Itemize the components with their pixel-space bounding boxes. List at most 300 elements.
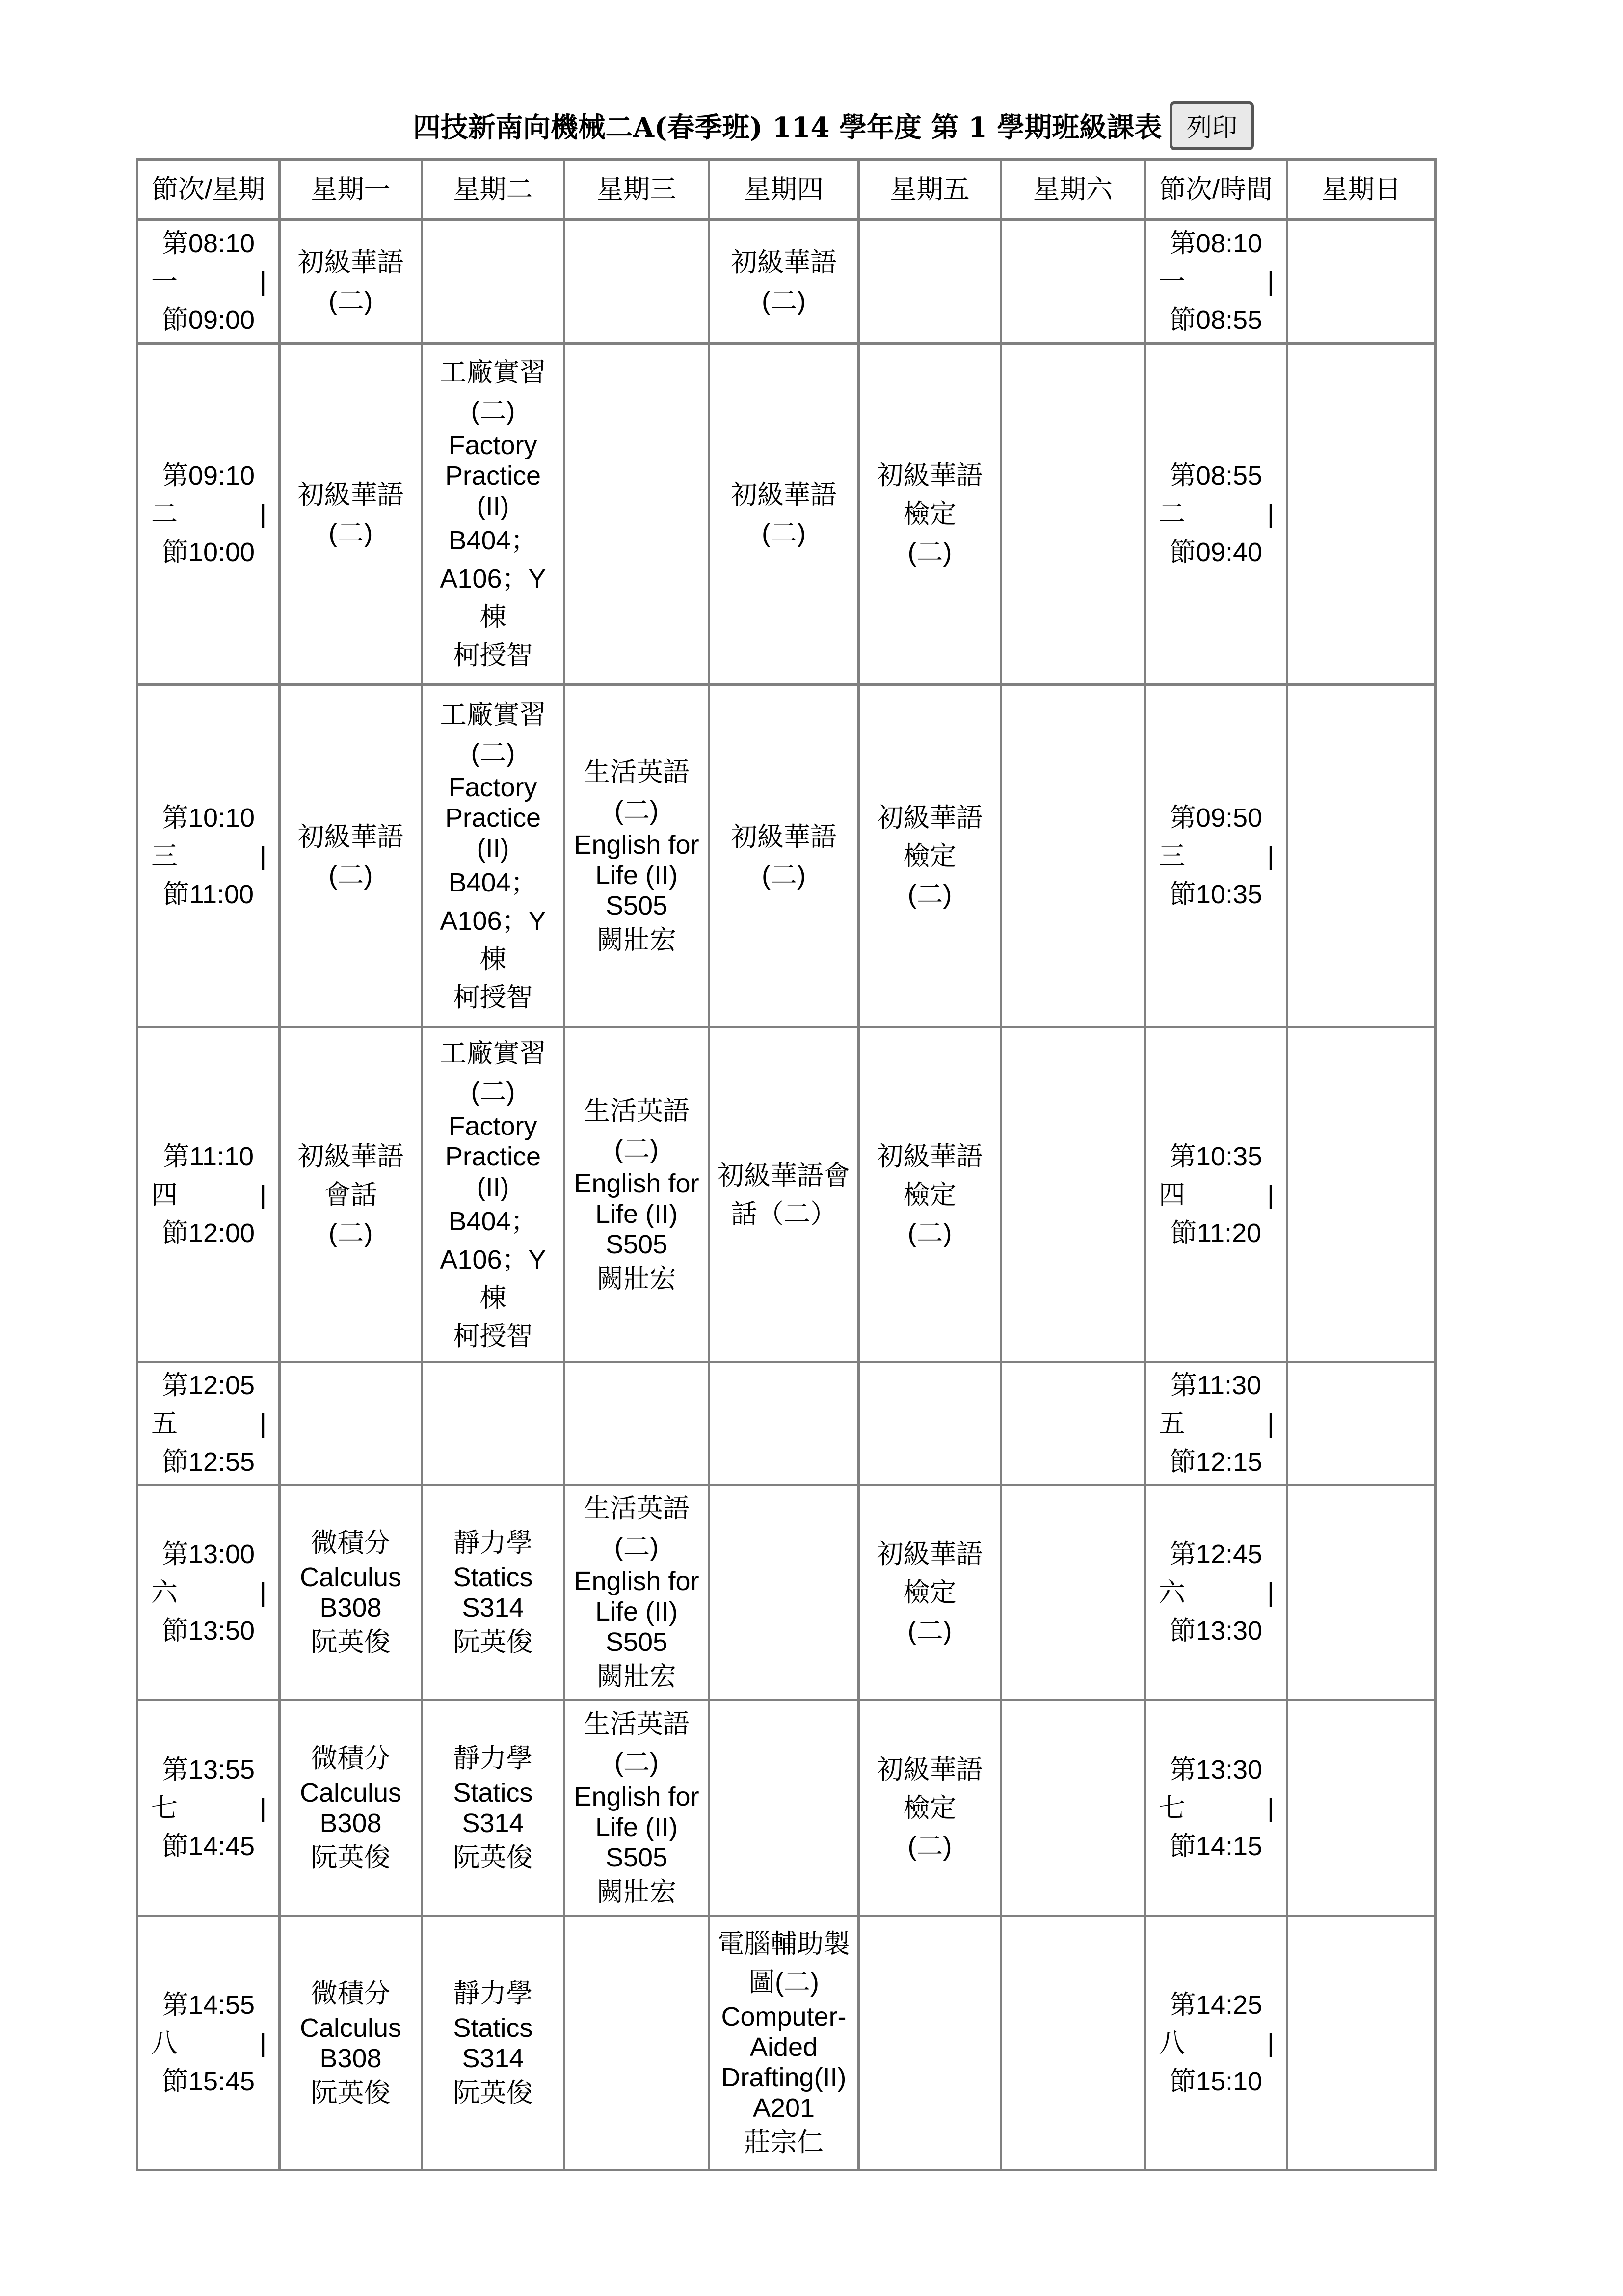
period-start-time: 第13:30 xyxy=(1169,1755,1263,1784)
empty-cell xyxy=(564,220,709,344)
course-cell xyxy=(422,1027,564,1362)
course-line: B404； xyxy=(449,526,537,555)
course-line: 圖(二) xyxy=(748,1967,819,1997)
course-cell xyxy=(564,685,709,1027)
column-header-period-time: 節次/時間 xyxy=(1145,160,1287,220)
period-end-time: 節15:45 xyxy=(161,2066,255,2096)
course-line: 莊宗仁 xyxy=(744,2127,824,2157)
course-cell xyxy=(564,1486,709,1700)
course-line: 棟 xyxy=(479,1283,506,1313)
course-cell xyxy=(709,1027,859,1362)
course-line: 闕壯宏 xyxy=(597,925,676,955)
period-number-line xyxy=(1148,1789,1284,1827)
course-line: Computer- xyxy=(721,2001,847,2031)
course-line: (二) xyxy=(614,1747,659,1777)
period-end-time: 節12:55 xyxy=(161,1447,255,1477)
course-cell xyxy=(709,344,859,685)
course-line: 初級華語 xyxy=(877,1755,983,1784)
period-separator: | xyxy=(259,499,266,529)
course-line: Calculus xyxy=(299,2013,402,2043)
course-line: Factory xyxy=(449,431,537,460)
period-separator: | xyxy=(1267,267,1274,297)
course-line: 闕壯宏 xyxy=(597,1877,676,1907)
period-start-time: 第08:10 xyxy=(1169,228,1263,258)
period-number-line xyxy=(1148,837,1284,875)
period-number-line xyxy=(1148,263,1284,301)
course-line: 檢定 xyxy=(903,1578,957,1607)
course-line: A106；Y xyxy=(440,1244,546,1274)
course-cell xyxy=(280,220,422,344)
course-line: 微積分 xyxy=(311,1743,391,1773)
period-end-time: 節10:35 xyxy=(1169,879,1263,909)
empty-cell xyxy=(1001,1362,1145,1486)
period-separator: | xyxy=(259,1578,266,1607)
period-number: 二 xyxy=(1159,499,1185,529)
period-end-time: 節12:00 xyxy=(161,1218,255,1248)
course-line: (二) xyxy=(328,286,373,316)
course-info xyxy=(425,1034,561,1355)
table-row xyxy=(137,1362,1436,1486)
period-time-cell xyxy=(1145,344,1287,685)
course-line: 會話 xyxy=(324,1180,377,1210)
column-header-friday: 星期五 xyxy=(859,160,1001,220)
period-number-line xyxy=(1148,2024,1284,2062)
course-line: 生活英語 xyxy=(584,1709,690,1739)
course-line: (二) xyxy=(328,1218,373,1248)
course-line: (II) xyxy=(477,1172,509,1202)
period-number: 七 xyxy=(151,1793,178,1823)
period-number: 三 xyxy=(151,841,178,871)
period-cell xyxy=(137,1916,280,2170)
course-line: Life (II) xyxy=(595,1812,678,1842)
course-cell xyxy=(859,1027,1001,1362)
course-info xyxy=(712,243,855,320)
course-line: (二) xyxy=(614,1134,659,1164)
course-line: (二) xyxy=(614,1532,659,1562)
course-line: 阮英俊 xyxy=(311,1627,391,1657)
course-cell xyxy=(280,1486,422,1700)
table-row xyxy=(137,685,1436,1027)
course-line: 阮英俊 xyxy=(453,1842,533,1872)
period-number-line xyxy=(1148,1405,1284,1443)
empty-cell xyxy=(1287,1362,1436,1486)
class-timetable xyxy=(136,158,1437,2171)
course-line: Drafting(II) xyxy=(721,2062,847,2092)
course-line: English for xyxy=(574,1782,699,1811)
period-cell xyxy=(137,1700,280,1916)
course-line: (II) xyxy=(477,833,509,863)
course-info xyxy=(283,1974,419,2112)
course-cell xyxy=(280,344,422,685)
course-line: 靜力學 xyxy=(453,1978,533,2008)
course-cell xyxy=(859,344,1001,685)
course-line: 阮英俊 xyxy=(311,1842,391,1872)
period-separator: | xyxy=(1267,2028,1274,2058)
course-cell xyxy=(859,685,1001,1027)
column-header-sunday: 星期日 xyxy=(1287,160,1436,220)
period-start-time: 第08:55 xyxy=(1169,461,1263,490)
period-cell xyxy=(137,344,280,685)
period-cell xyxy=(137,1362,280,1486)
course-info xyxy=(283,476,419,552)
period-start-time: 第08:10 xyxy=(161,228,255,258)
course-cell xyxy=(564,1027,709,1362)
course-line: (二) xyxy=(907,1831,952,1861)
period-time-cell xyxy=(1145,1486,1287,1700)
period-separator: | xyxy=(1267,1793,1274,1823)
course-line: Calculus xyxy=(299,1778,402,1808)
table-row xyxy=(137,1486,1436,1700)
period-number: 五 xyxy=(1159,1409,1185,1438)
course-info xyxy=(862,1751,998,1865)
course-cell xyxy=(709,1916,859,2170)
empty-cell xyxy=(1287,220,1436,344)
course-info xyxy=(567,753,706,959)
course-line: A201 xyxy=(752,2093,815,2123)
empty-cell xyxy=(709,1486,859,1700)
course-line: 工廠實習 xyxy=(440,1038,546,1068)
course-line: Statics xyxy=(453,1778,533,1808)
course-line: 初級華語 xyxy=(731,247,837,277)
period-start-time: 第09:50 xyxy=(1169,803,1263,833)
period-start-time: 第11:30 xyxy=(1170,1371,1262,1400)
column-header-period-weekday: 節次/星期 xyxy=(137,160,280,220)
course-line: 阮英俊 xyxy=(453,1627,533,1657)
course-line: 阮英俊 xyxy=(311,2078,391,2107)
course-line: S505 xyxy=(605,891,668,920)
course-info xyxy=(425,1739,561,1877)
course-info xyxy=(425,1524,561,1661)
course-line: 微積分 xyxy=(311,1978,391,2008)
course-line: Statics xyxy=(453,2013,533,2043)
period-start-time: 第14:55 xyxy=(161,1990,255,2020)
period-number: 一 xyxy=(151,267,178,297)
course-line: (二) xyxy=(907,538,952,567)
course-line: Practice xyxy=(445,461,541,490)
course-line: (二) xyxy=(328,518,373,548)
period-number: 八 xyxy=(1159,2028,1185,2058)
empty-cell xyxy=(564,1362,709,1486)
period-end-time: 節08:55 xyxy=(1169,305,1263,335)
period-time-cell xyxy=(1145,1027,1287,1362)
period-separator: | xyxy=(1267,841,1274,871)
period-start-time: 第14:25 xyxy=(1169,1990,1263,2020)
period-start-time: 第09:10 xyxy=(161,461,255,490)
course-line: 生活英語 xyxy=(584,1494,690,1523)
course-line: B404； xyxy=(449,1206,537,1236)
period-cell xyxy=(137,1027,280,1362)
period-separator: | xyxy=(1267,1578,1274,1607)
course-line: (二) xyxy=(907,1218,952,1248)
period-end-time: 節11:00 xyxy=(162,879,254,909)
course-cell xyxy=(709,685,859,1027)
period-separator: | xyxy=(259,1793,266,1823)
course-line: S505 xyxy=(605,1229,668,1259)
timetable-body xyxy=(137,220,1436,2170)
course-info xyxy=(567,1092,706,1298)
period-end-time: 節14:15 xyxy=(1169,1831,1263,1861)
period-time-cell xyxy=(1145,220,1287,344)
course-line: 棟 xyxy=(479,944,506,974)
course-line: 微積分 xyxy=(311,1528,391,1558)
period-separator: | xyxy=(259,1409,266,1438)
course-line: (二) xyxy=(471,396,515,426)
course-line: 初級華語 xyxy=(731,480,837,510)
course-line: A106；Y xyxy=(440,906,546,936)
header-row xyxy=(137,160,1436,220)
period-end-time: 節11:20 xyxy=(1170,1218,1262,1248)
empty-cell xyxy=(1001,220,1145,344)
print-button[interactable]: 列印 xyxy=(1170,101,1254,150)
course-cell xyxy=(280,1916,422,2170)
course-line: 工廠實習 xyxy=(440,358,546,387)
course-line: 電腦輔助製 xyxy=(718,1929,850,1959)
course-line: B404； xyxy=(449,867,537,897)
course-line: 初級華語 xyxy=(877,1141,983,1171)
period-end-time: 節09:00 xyxy=(161,305,255,335)
course-line: 棟 xyxy=(479,602,506,632)
course-line: S314 xyxy=(462,2043,524,2073)
course-line: 初級華語 xyxy=(877,1540,983,1569)
course-line: S505 xyxy=(605,1842,668,1872)
period-start-time: 第13:00 xyxy=(161,1540,255,1569)
period-number-line xyxy=(1148,1573,1284,1612)
course-line: 初級華語 xyxy=(297,822,404,852)
period-number-line xyxy=(140,263,276,301)
course-info xyxy=(283,1524,419,1661)
course-info xyxy=(425,696,561,1017)
empty-cell xyxy=(859,220,1001,344)
course-cell xyxy=(859,1700,1001,1916)
course-line: S314 xyxy=(462,1808,524,1838)
course-line: 生活英語 xyxy=(584,1096,690,1126)
course-line: Statics xyxy=(453,1563,533,1592)
course-info xyxy=(283,1137,419,1252)
course-line: (二) xyxy=(471,1077,515,1107)
empty-cell xyxy=(422,220,564,344)
empty-cell xyxy=(1287,1027,1436,1362)
period-separator: | xyxy=(1267,499,1274,529)
period-end-time: 節10:00 xyxy=(161,538,255,567)
course-line: Life (II) xyxy=(595,860,678,890)
course-info xyxy=(712,1925,855,2161)
course-line: 柯授智 xyxy=(453,641,533,670)
empty-cell xyxy=(1001,344,1145,685)
table-row xyxy=(137,1916,1436,2170)
period-separator: | xyxy=(1267,1409,1274,1438)
period-end-time: 節14:45 xyxy=(161,1831,255,1861)
course-line: Life (II) xyxy=(595,1199,678,1229)
period-number: 三 xyxy=(1159,841,1185,871)
empty-cell xyxy=(422,1362,564,1486)
course-line: 初級華語 xyxy=(877,803,983,833)
course-line: Practice xyxy=(445,803,541,833)
empty-cell xyxy=(1001,1486,1145,1700)
column-header-monday: 星期一 xyxy=(280,160,422,220)
empty-cell xyxy=(1001,1916,1145,2170)
course-line: 靜力學 xyxy=(453,1528,533,1558)
course-info xyxy=(283,818,419,894)
course-line: (二) xyxy=(907,1616,952,1646)
column-header-thursday: 星期四 xyxy=(709,160,859,220)
period-separator: | xyxy=(259,267,266,297)
period-number-line xyxy=(140,1405,276,1443)
course-line: 闕壯宏 xyxy=(597,1662,676,1691)
course-cell xyxy=(859,1486,1001,1700)
course-cell xyxy=(422,1700,564,1916)
empty-cell xyxy=(1001,1700,1145,1916)
empty-cell xyxy=(1287,1486,1436,1700)
course-cell xyxy=(422,1916,564,2170)
table-row xyxy=(137,1027,1436,1362)
course-line: A106；Y xyxy=(440,564,546,594)
empty-cell xyxy=(709,1362,859,1486)
course-cell xyxy=(422,1486,564,1700)
course-line: 柯授智 xyxy=(453,1321,533,1351)
course-info xyxy=(862,799,998,914)
course-line: 靜力學 xyxy=(453,1743,533,1773)
course-info xyxy=(862,1535,998,1650)
course-info xyxy=(862,457,998,571)
course-line: (二) xyxy=(471,738,515,768)
course-info xyxy=(283,1739,419,1877)
empty-cell xyxy=(1001,1027,1145,1362)
course-cell xyxy=(709,220,859,344)
course-line: B308 xyxy=(319,1593,382,1622)
period-separator: | xyxy=(259,2028,266,2058)
course-line: 檢定 xyxy=(903,841,957,871)
course-line: English for xyxy=(574,1567,699,1596)
course-info xyxy=(712,818,855,894)
course-line: 檢定 xyxy=(903,499,957,529)
period-number-line xyxy=(1148,1176,1284,1214)
course-line: Aided xyxy=(749,2032,818,2062)
period-end-time: 節09:40 xyxy=(1169,538,1263,567)
period-number-line xyxy=(140,1789,276,1827)
course-line: Factory xyxy=(449,1111,537,1141)
period-start-time: 第12:05 xyxy=(161,1371,255,1400)
course-info xyxy=(283,243,419,320)
course-line: English for xyxy=(574,1168,699,1198)
period-number-line xyxy=(140,837,276,875)
empty-cell xyxy=(1287,685,1436,1027)
column-header-wednesday: 星期三 xyxy=(564,160,709,220)
table-row xyxy=(137,220,1436,344)
period-start-time: 第10:10 xyxy=(161,803,255,833)
empty-cell xyxy=(1287,344,1436,685)
period-end-time: 節12:15 xyxy=(1169,1447,1263,1477)
period-end-time: 節15:10 xyxy=(1169,2066,1263,2096)
period-number: 二 xyxy=(151,499,178,529)
period-end-time: 節13:50 xyxy=(161,1616,255,1646)
course-cell xyxy=(422,344,564,685)
course-info xyxy=(712,476,855,552)
period-cell xyxy=(137,220,280,344)
empty-cell xyxy=(709,1700,859,1916)
course-info xyxy=(712,1157,855,1233)
period-number: 四 xyxy=(151,1180,178,1210)
period-start-time: 第12:45 xyxy=(1169,1540,1263,1569)
course-line: S314 xyxy=(462,1593,524,1622)
course-cell xyxy=(280,1700,422,1916)
table-row xyxy=(137,1700,1436,1916)
empty-cell xyxy=(564,1916,709,2170)
course-line: (二) xyxy=(614,795,659,825)
period-separator: | xyxy=(259,1180,266,1210)
course-cell xyxy=(564,1700,709,1916)
course-line: Life (II) xyxy=(595,1597,678,1626)
course-cell xyxy=(422,685,564,1027)
course-line: (二) xyxy=(907,879,952,909)
period-start-time: 第11:10 xyxy=(162,1141,254,1171)
period-number: 八 xyxy=(151,2028,178,2058)
table-row xyxy=(137,344,1436,685)
column-header-tuesday: 星期二 xyxy=(422,160,564,220)
course-info xyxy=(567,1489,706,1696)
period-end-time: 節13:30 xyxy=(1169,1616,1263,1646)
course-line: 檢定 xyxy=(903,1180,957,1210)
period-cell xyxy=(137,1486,280,1700)
period-number: 六 xyxy=(151,1578,178,1607)
period-number: 七 xyxy=(1159,1793,1185,1823)
empty-cell xyxy=(859,1916,1001,2170)
course-line: 生活英語 xyxy=(584,757,690,787)
empty-cell xyxy=(564,344,709,685)
course-line: 初級華語 xyxy=(731,822,837,852)
course-line: 檢定 xyxy=(903,1793,957,1823)
course-line: Practice xyxy=(445,1141,541,1171)
course-info xyxy=(425,1974,561,2112)
period-number: 一 xyxy=(1159,267,1185,297)
period-number-line xyxy=(140,495,276,533)
period-number-line xyxy=(140,2024,276,2062)
course-line: 初級華語 xyxy=(877,461,983,490)
period-separator: | xyxy=(259,841,266,871)
course-line: (二) xyxy=(762,860,806,890)
course-info xyxy=(425,353,561,675)
course-line: 話（二） xyxy=(731,1199,837,1229)
period-number: 五 xyxy=(151,1409,178,1438)
course-line: 阮英俊 xyxy=(453,2078,533,2107)
empty-cell xyxy=(1287,1700,1436,1916)
title-bar xyxy=(0,98,1623,153)
course-info xyxy=(567,1705,706,1911)
course-info xyxy=(862,1137,998,1252)
page-title: 四技新南向機械二A(春季班) 114 學年度 第 1 學期班級課表 xyxy=(413,111,1162,144)
course-line: 柯授智 xyxy=(453,982,533,1012)
course-cell xyxy=(280,1027,422,1362)
course-line: B308 xyxy=(319,2043,382,2073)
period-number: 四 xyxy=(1159,1180,1185,1210)
course-line: English for xyxy=(574,830,699,860)
empty-cell xyxy=(859,1362,1001,1486)
period-time-cell xyxy=(1145,1700,1287,1916)
course-line: 初級華語會 xyxy=(718,1161,850,1190)
course-line: B308 xyxy=(319,1808,382,1838)
course-line: 工廠實習 xyxy=(440,700,546,729)
course-line: (II) xyxy=(477,491,509,521)
course-line: S505 xyxy=(605,1627,668,1657)
course-line: Calculus xyxy=(299,1563,402,1592)
course-line: (二) xyxy=(328,860,373,890)
course-line: 闕壯宏 xyxy=(597,1264,676,1294)
period-time-cell xyxy=(1145,685,1287,1027)
course-line: Factory xyxy=(449,772,537,802)
empty-cell xyxy=(1287,1916,1436,2170)
period-time-cell xyxy=(1145,1362,1287,1486)
period-number-line xyxy=(140,1573,276,1612)
empty-cell xyxy=(1001,685,1145,1027)
